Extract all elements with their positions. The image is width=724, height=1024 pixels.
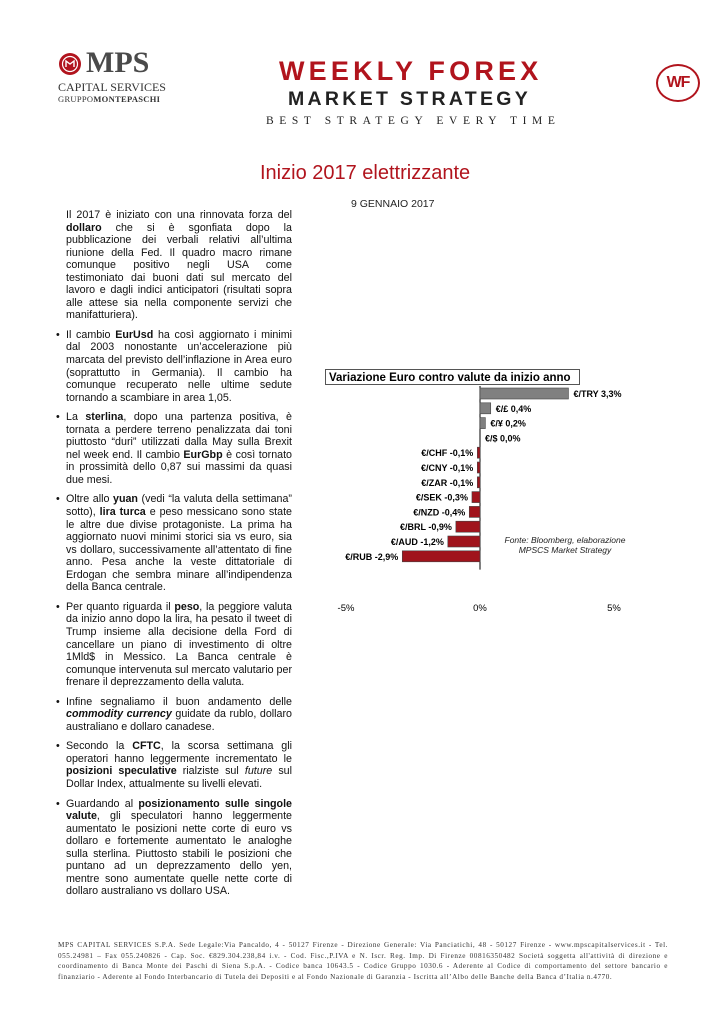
- bar-10: [448, 536, 480, 547]
- wf-badge-icon: WF: [656, 64, 700, 102]
- tagline: BEST STRATEGY EVERY TIME: [266, 115, 561, 127]
- report-date: 9 GENNAIO 2017: [351, 198, 435, 210]
- x-tick-2: 5%: [607, 603, 621, 614]
- bar-label-11: €/RUB -2,9%: [345, 551, 399, 562]
- bar-6: [477, 477, 480, 488]
- bar-label-7: €/SEK -0,3%: [415, 492, 468, 503]
- bullet-cftc: • Secondo la CFTC, la scorsa settimana gli operatori hanno leggermente incrementato le posizioni speculative rialziste sul future sul Dollar Index, attualmente su livelli elevati.: [66, 740, 292, 790]
- source-note-1: MPSCS Market Strategy: [518, 545, 612, 555]
- body-column: [66, 209, 292, 905]
- bar-label-0: €/TRY 3,3%: [573, 389, 622, 399]
- x-tick-0: -5%: [337, 603, 355, 614]
- bar-label-3: €/$ 0,0%: [485, 433, 521, 444]
- bullet-sterlina: • La sterlina, dopo una partenza positiva, è tornata a perdere terreno penalizzata dai toni piuttosto “duri” utilizzati dalla May sulla Brexit nel week end. Il cambio EurGbp è così tornato in prossimità dello 0,87 sui massimi da quasi due mesi.: [66, 411, 292, 486]
- bullet-positioning: • Guardando al posizionamento sulle singole valute, gli speculatori hanno leggermente aumentato le posizioni nette corte di euro vs dollaro e fortemente aumentato le analoghe sulla sterlina. Piuttosto stabili le posizioni che puntano ad un deprezzamento dello yen, mentre sono aumentate quelle nette corte di dollaro australiano vs dollaro USA.: [66, 798, 292, 898]
- bar-label-1: €/£ 0,4%: [495, 403, 532, 414]
- bullet-yuan: • Oltre allo yuan (vedi “la valuta della settimana” sotto), lira turca e peso messicano sono state le altre due divise protagoniste. La prima ha aggiornato nuovi minimi storici sia vs euro, sia vs dollaro, successivamente all’attentato di fine anno. Pesa anche la veste dittatoriale di Erdogan che sembra minare all’indipendenza della Banca centrale.: [66, 493, 292, 593]
- bar-label-5: €/CNY -0,1%: [420, 463, 474, 473]
- bullet-commodity: • Infine segnaliamo il buon andamento delle commodity currency guidate da rublo, dollaro australiano e dollaro canadese.: [66, 696, 292, 734]
- bar-label-9: €/BRL -0,9%: [400, 522, 452, 533]
- bar-label-4: €/CHF -0,1%: [421, 448, 474, 459]
- bar-0: [480, 388, 568, 399]
- source-note-0: Fonte: Bloomberg, elaborazione: [504, 535, 626, 545]
- chart-title: Variazione Euro contro valute da inizio anno: [325, 369, 580, 385]
- mps-seal-icon: [58, 52, 82, 76]
- footer-legal: MPS CAPITAL SERVICES S.P.A. Sede Legale:Via Pancaldo, 4 - 50127 Firenze - Direzione Generale: Via Panciatichi, 48 - 50127 Firenze - www.mpscapitalservices.it - Tel. 055.24981 – Fax 055.240826 - Cap. Soc. €829.304.238,84 i.v. - Cod. Fisc.,P.IVA e N. Iscr. Reg. Imp. Di Firenze 00816350482 Società soggetta all'attività di direzione e coordinamento di Banca Monte dei Paschi di Siena S.p.A. - Codice banca 10643.5 - Codice Gruppo 1030.6 - Aderente al Codice di comportamento del settore bancario e finanziario - Aderente al Fondo Interbancario di Tutela dei Depositi e al Fondo Nazionale di Garanzia - Iscritta all’Albo delle Banche della Banca d’Italia n.4770.: [58, 941, 668, 981]
- intro-paragraph: Il 2017 è iniziato con una rinnovata forza del dollaro che si è sgonfiata dopo la pubblicazione dei verbali relativi all’ultima riunione della Fed. Il quadro macro rimane comunque positivo negli USA come testimoniato dai buoni dati sul mercato del lavoro e dagli indici anticipatori (risultati sopra alle attese sia nella componente servizi che manifatturiera).: [66, 209, 292, 322]
- bar-label-8: €/NZD -0,4%: [413, 507, 466, 518]
- bar-1: [480, 403, 491, 414]
- bar-2: [480, 418, 485, 429]
- bar-label-6: €/ZAR -0,1%: [421, 477, 474, 488]
- bar-label-2: €/¥ 0,2%: [490, 418, 526, 429]
- bar-4: [477, 447, 480, 458]
- logo-group: GRUPPOMONTEPASCHI: [58, 94, 161, 104]
- bar-5: [477, 462, 480, 473]
- bullet-peso: • Per quanto riguarda il peso, la peggiore valuta da inizio anno dopo la lira, ha pesato il tweet di Trump insieme alla decisione della Ford di cancellare un piano di investimento di oltre 1Mld$ in Messico. La Banca centrale è comunque intervenuta sul mercato valutario per frenare il deprezzamento della valuta.: [66, 601, 292, 689]
- fx-change-chart: [320, 386, 640, 616]
- x-tick-1: 0%: [473, 603, 487, 614]
- report-title: WEEKLY FOREX: [279, 56, 543, 86]
- bar-11: [402, 551, 480, 562]
- bullet-eurusd: • Il cambio EurUsd ha così aggiornato i minimi dal 2003 nonostante un’accelerazione più marcata del previsto dell’inflazione in Area euro (soprattutto in Germania). Il cambio ha comunque recuperato nelle ultime sedute tornando a scambiare in area 1,05.: [66, 329, 292, 404]
- logo-text: MPS: [86, 46, 150, 79]
- headline: Inizio 2017 elettrizzante: [260, 162, 471, 184]
- logo-subtitle: CAPITAL SERVICES: [58, 80, 166, 94]
- bar-7: [472, 492, 480, 503]
- report-subtitle: MARKET STRATEGY: [288, 88, 532, 110]
- bar-9: [456, 521, 480, 532]
- bar-label-10: €/AUD -1,2%: [390, 537, 444, 547]
- bar-8: [469, 506, 480, 517]
